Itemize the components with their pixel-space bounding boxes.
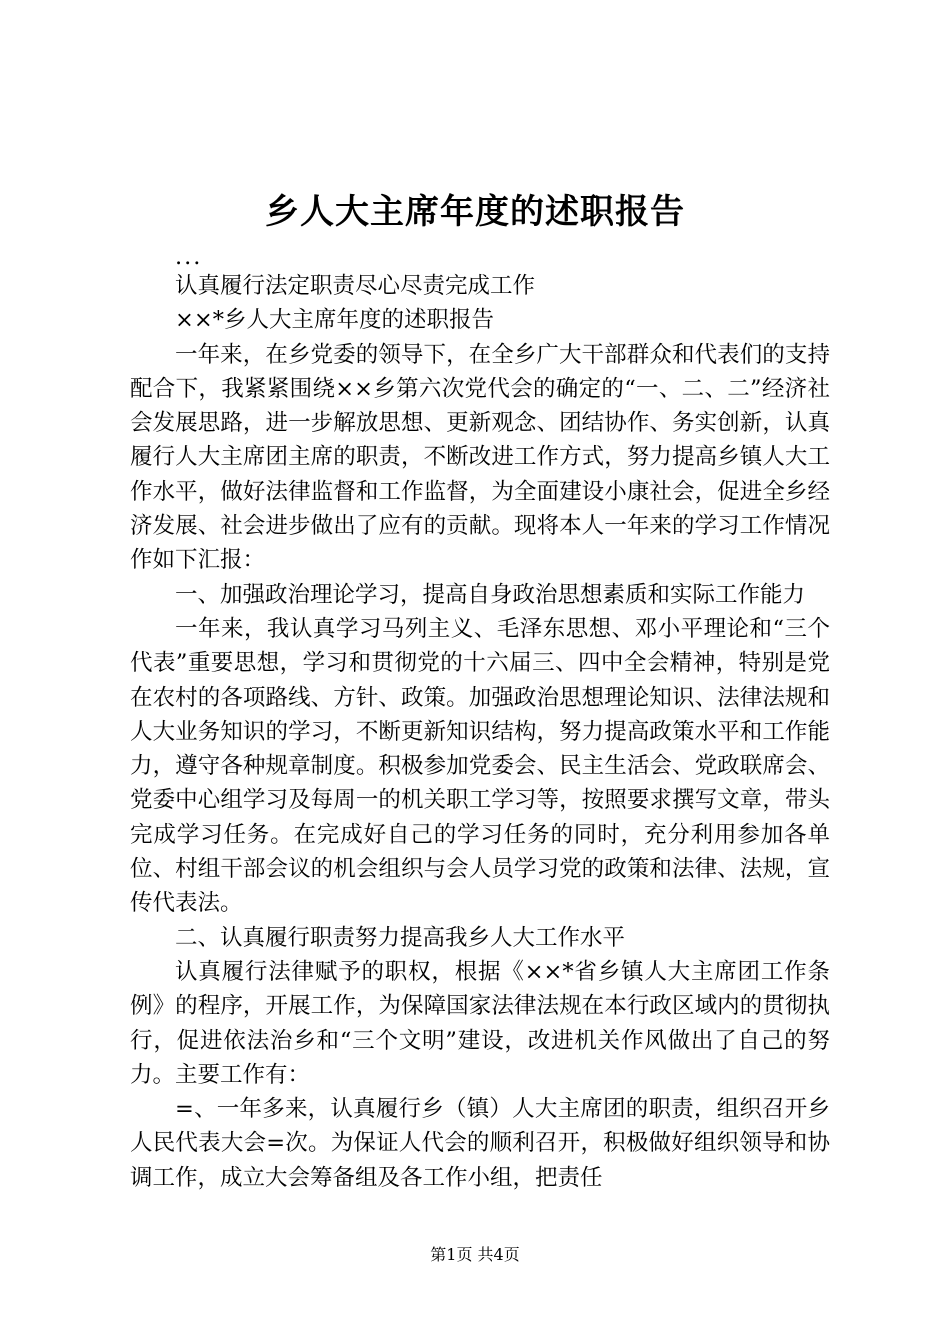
ellipsis-line: ... xyxy=(175,244,203,270)
paragraph-congress: =、一年多来，认真履行乡（镇）人大主席团的职责，组织召开乡人民代表大会=次。为保证人代会的顺利召开，积极做好组织领导和协调工作，成立大会筹备组及各工作小组，把责任 xyxy=(130,1096,830,1191)
subtitle-line: 认真履行法定职责尽心尽责完成工作 xyxy=(175,273,536,299)
section-heading-1: 一、加强政治理论学习，提高自身政治思想素质和实际工作能力 xyxy=(175,581,806,608)
paragraph-duties: 认真履行法律赋予的职权，根据《××*省乡镇人大主席团工作条例》的程序，开展工作，为保障国家法律法规在本行政区域内的贯彻执行，促进依法治乡和“三个文明”建设，改进机关作风做出了自己的努力。主要工作有： xyxy=(130,958,830,1088)
page-footer: 第1页 共4页 xyxy=(430,1245,520,1264)
report-heading: ××*乡人大主席年度的述职报告 xyxy=(175,307,494,334)
paragraph-study: 一年来，我认真学习马列主义、毛泽东思想、邓小平理论和“三个代表”重要思想，学习和贯彻党的十六届三、四中全会精神，特别是党在农村的各项路线、方针、政策。加强政治思想理论知识、法律法规和人大业务知识的学习，不断更新知识结构，努力提高政策水平和工作能力，遵守各种规章制度。积极参加党委会、民主生活会、党政联席会、党委中心组学习及每周一的机关职工学习等，按照要求撰写文章，带头完成学习任务。在完成好自己的学习任务的同时，充分利用参加各单位、村组干部会议的机会组织与会人员学习党的政策和法律、法规，宣传代表法。 xyxy=(130,615,830,917)
paragraph-intro: 一年来，在乡党委的领导下，在全乡广大干部群众和代表们的支持配合下，我紧紧围绕××乡第六次党代会的确定的“一、二、二”经济社会发展思路，进一步解放思想、更新观念、团结协作、务实创新，认真履行人大主席团主席的职责，不断改进工作方式，努力提高乡镇人大工作水平，做好法律监督和工作监督，为全面建设小康社会，促进全乡经济发展、社会进步做出了应有的贡献。现将本人一年来的学习工作情况作如下汇报： xyxy=(130,341,830,574)
document-title: 乡人大主席年度的述职报告 xyxy=(265,192,685,232)
section-heading-2: 二、认真履行职责努力提高我乡人大工作水平 xyxy=(175,924,626,951)
document-body xyxy=(130,245,830,1195)
